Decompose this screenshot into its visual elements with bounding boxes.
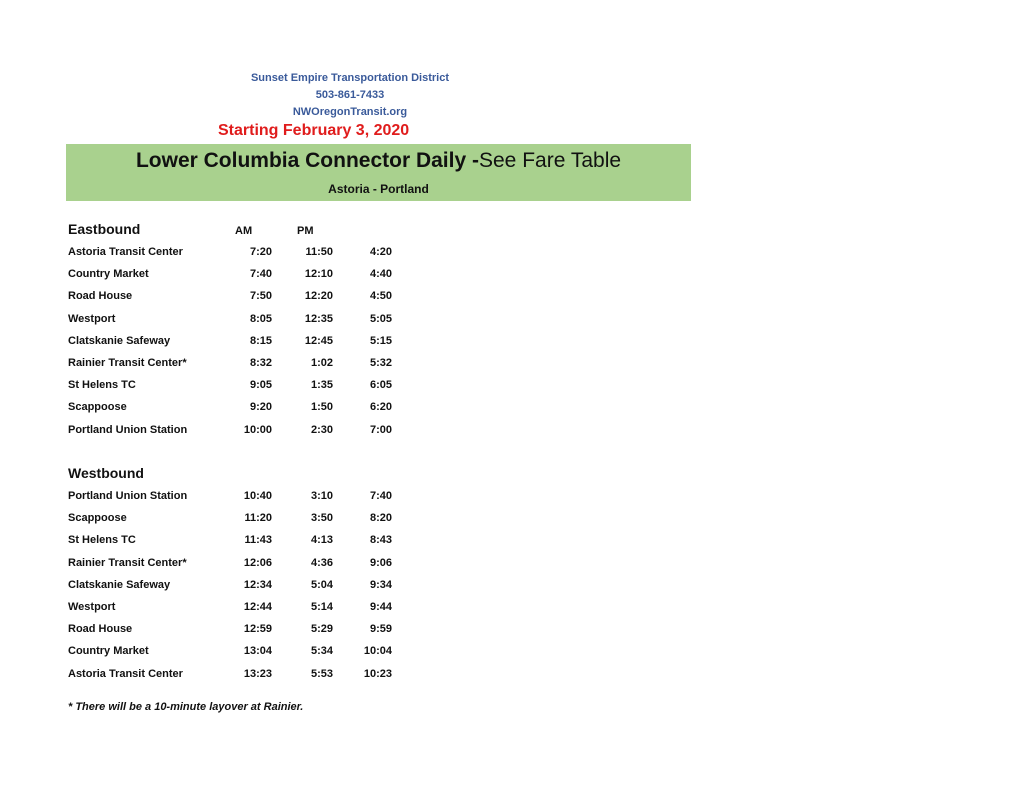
time-1: 12:06: [243, 556, 272, 569]
time-2: 5:29: [310, 623, 333, 636]
time-3: 10:04: [363, 645, 392, 658]
table-row: [0, 534, 420, 554]
table-row: [0, 246, 420, 266]
table-row: [0, 557, 420, 577]
table-row: [0, 290, 420, 310]
time-1: 11:20: [244, 512, 272, 525]
time-3: 9:06: [369, 556, 392, 569]
stop-name: Country Market: [68, 268, 149, 281]
time-1: 10:00: [243, 423, 272, 436]
table-row: [0, 645, 420, 665]
stop-name: Portland Union Station: [68, 490, 188, 502]
table-row: [0, 268, 420, 288]
time-2: 1:50: [310, 401, 333, 414]
time-2: 5:53: [310, 667, 333, 680]
agency-name: Sunset Empire Transportation District: [250, 72, 450, 84]
time-1: 7:50: [249, 290, 272, 303]
time-3: 9:59: [369, 623, 392, 636]
title-fare-note: See Fare Table: [479, 149, 622, 172]
time-3: 9:34: [369, 578, 392, 591]
table-row: [0, 335, 420, 355]
table-row: [0, 379, 420, 399]
stop-name: St Helens TC: [68, 379, 136, 392]
stop-name: Astoria Transit Center: [68, 667, 183, 680]
table-row: [0, 401, 420, 421]
stop-name: Country Market: [68, 645, 149, 658]
stop-name: St Helens TC: [68, 534, 136, 547]
stop-name: Clatskanie Safeway: [68, 334, 171, 347]
time-3: 4:40: [369, 268, 392, 281]
start-date: Starting February 3, 2020: [218, 122, 410, 139]
time-1: 7:40: [249, 268, 272, 281]
time-2: 5:14: [310, 601, 333, 613]
stop-name: Scappoose: [68, 401, 127, 414]
time-3: 7:00: [369, 423, 392, 436]
time-1: 8:15: [249, 334, 272, 347]
time-2: 1:02: [310, 357, 333, 369]
table-row: [0, 668, 420, 688]
time-2: 3:50: [310, 512, 333, 525]
time-1: 13:23: [243, 667, 272, 680]
time-2: 1:35: [310, 379, 333, 392]
time-1: 11:43: [244, 534, 272, 547]
stop-name: Westport: [68, 601, 116, 613]
time-1: 8:05: [249, 312, 272, 325]
stop-name: Clatskanie Safeway: [68, 578, 171, 591]
time-2: 4:36: [310, 556, 333, 569]
page-title: [66, 149, 691, 173]
time-1: 13:04: [243, 645, 272, 658]
time-3: 5:05: [369, 312, 392, 325]
stop-name: Scappoose: [68, 512, 127, 525]
stop-name: Road House: [68, 623, 133, 636]
time-2: 5:04: [310, 578, 333, 591]
time-1: 10:40: [243, 490, 272, 502]
time-3: 6:20: [369, 401, 392, 414]
table-row: [0, 490, 420, 510]
time-1: 9:20: [249, 401, 272, 414]
time-3: 5:15: [369, 334, 392, 347]
time-2: 12:10: [304, 268, 333, 281]
time-2: 3:10: [310, 490, 333, 502]
stop-name: Rainier Transit Center*: [68, 357, 187, 369]
table-row: [0, 579, 420, 599]
time-3: 4:20: [369, 246, 392, 258]
time-2: 2:30: [310, 423, 333, 436]
time-2: 12:45: [304, 334, 333, 347]
table-row: [0, 512, 420, 532]
title-banner: [66, 144, 691, 201]
time-2: 4:13: [310, 534, 333, 547]
time-2: 11:50: [305, 246, 333, 258]
table-row: [0, 313, 420, 333]
westbound-heading: Westbound: [68, 465, 144, 481]
time-3: 8:43: [369, 534, 392, 547]
agency-website: NWOregonTransit.org: [292, 106, 408, 118]
route-subtitle: Astoria - Portland: [328, 182, 429, 196]
time-3: 10:23: [363, 667, 392, 680]
time-2: 12:35: [304, 312, 333, 325]
time-3: 4:50: [369, 290, 392, 303]
table-row: [0, 424, 420, 444]
time-1: 12:59: [243, 623, 272, 636]
time-1: 12:34: [243, 578, 272, 591]
time-1: 12:44: [243, 601, 272, 613]
title-bold: Lower Columbia Connector Daily -: [135, 149, 479, 172]
time-1: 9:05: [249, 379, 272, 392]
stop-name: Rainier Transit Center*: [68, 556, 187, 569]
time-3: 6:05: [369, 379, 392, 392]
am-column-header: AM: [235, 225, 253, 237]
stop-name: Westport: [68, 312, 116, 325]
footnote: * There will be a 10-minute layover at Rainier.: [68, 701, 304, 713]
table-row: [0, 357, 420, 377]
time-1: 8:32: [249, 357, 272, 369]
table-row: [0, 623, 420, 643]
time-3: 7:40: [369, 490, 392, 502]
eastbound-heading: Eastbound: [68, 221, 141, 237]
time-3: 9:44: [369, 601, 392, 613]
time-3: 8:20: [369, 512, 392, 525]
table-row: [0, 601, 420, 621]
time-1: 7:20: [249, 246, 272, 258]
stop-name: Astoria Transit Center: [68, 246, 183, 258]
stop-name: Road House: [68, 290, 133, 303]
time-2: 5:34: [310, 645, 333, 658]
stop-name: Portland Union Station: [68, 423, 188, 436]
agency-phone: 503-861-7433: [315, 89, 385, 101]
pm-column-header: PM: [297, 225, 314, 237]
time-2: 12:20: [304, 290, 333, 303]
time-3: 5:32: [369, 357, 392, 369]
